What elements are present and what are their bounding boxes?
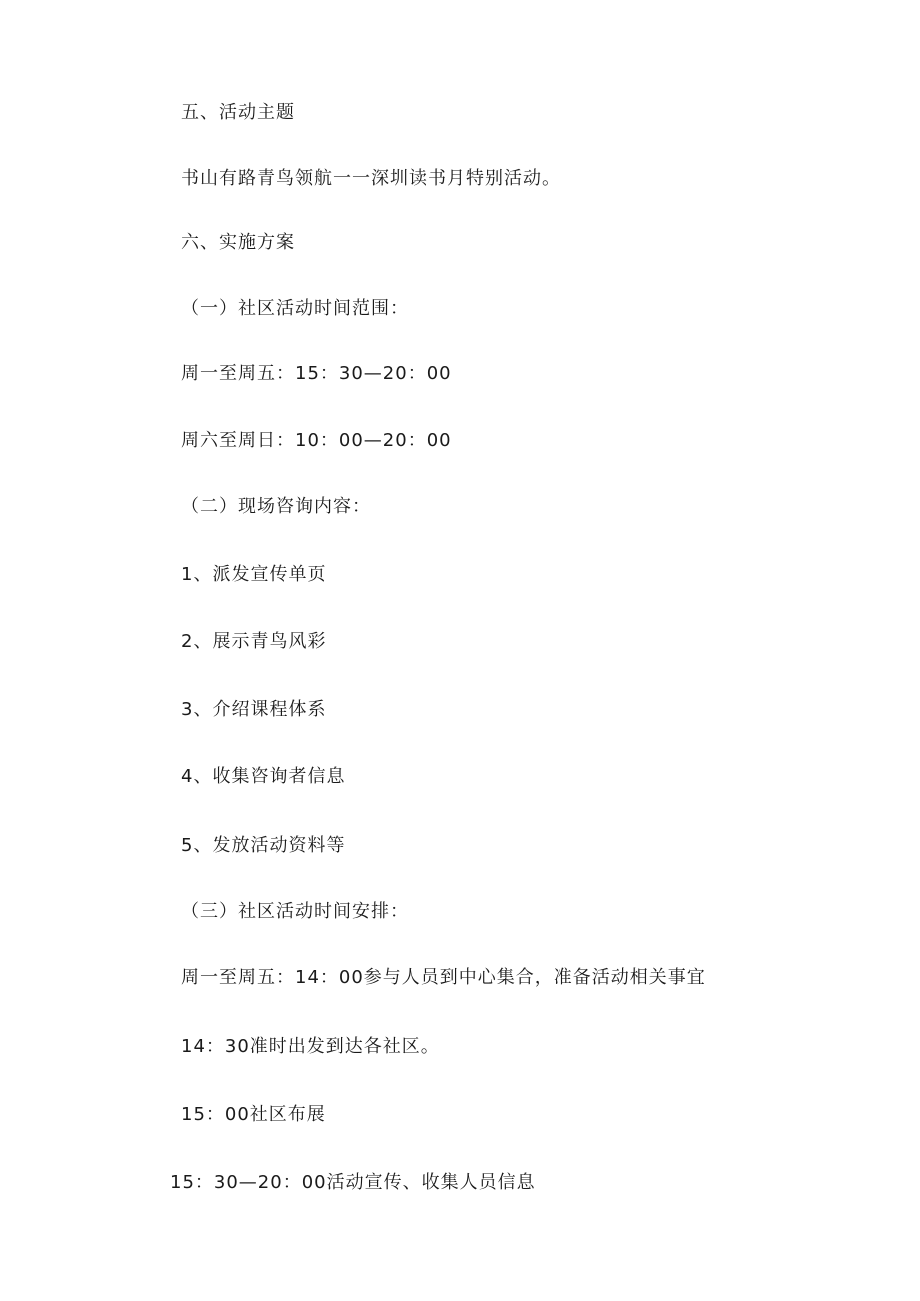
subsection-heading-2: （二）现场咨询内容： (181, 496, 371, 517)
section-heading-5: 五、活动主题 (181, 102, 295, 123)
subsection-heading-1: （一）社区活动时间范围： (181, 298, 409, 319)
schedule-line: 周一至周五：14：00参与人员到中心集合，准备活动相关事宜 (181, 967, 706, 988)
weekend-hours: 周六至周日：10：00—20：00 (181, 430, 452, 451)
schedule-line: 14：30准时出发到达各社区。 (181, 1036, 440, 1057)
weekday-hours: 周一至周五：15：30—20：00 (181, 363, 452, 384)
list-item: 3、介绍课程体系 (181, 699, 327, 720)
list-item: 1、派发宣传单页 (181, 564, 327, 585)
list-item: 2、展示青鸟风彩 (181, 631, 327, 652)
list-item: 5、发放活动资料等 (181, 835, 346, 856)
section-heading-6: 六、实施方案 (181, 232, 295, 253)
activity-theme-text: 书山有路青鸟领航一一深圳读书月特别活动。 (181, 168, 561, 189)
list-item: 4、收集咨询者信息 (181, 766, 346, 787)
schedule-line: 15：30—20：00活动宣传、收集人员信息 (170, 1172, 536, 1193)
schedule-line: 15：00社区布展 (181, 1104, 326, 1125)
subsection-heading-3: （三）社区活动时间安排： (181, 901, 409, 922)
